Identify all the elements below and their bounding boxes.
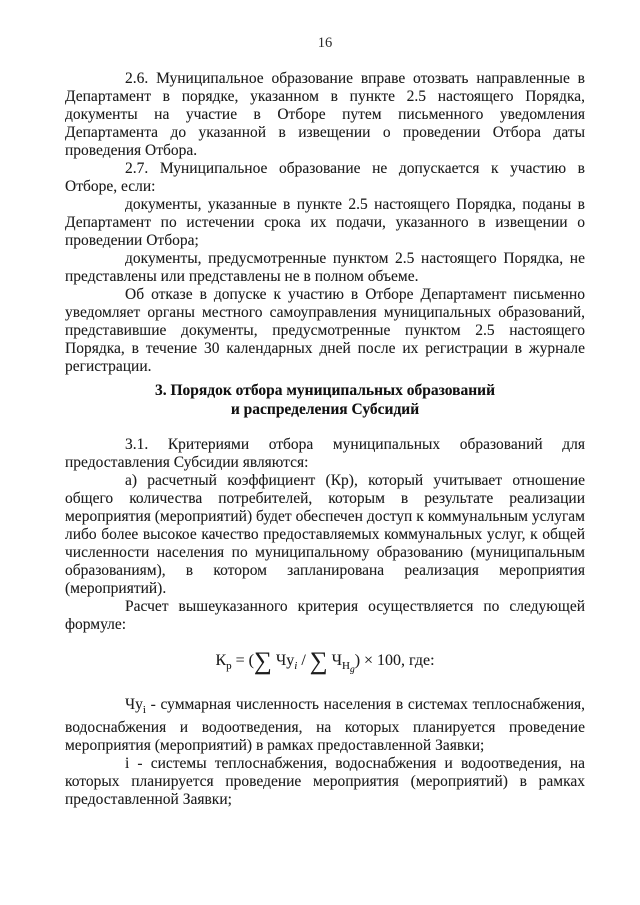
formula-equals-open: = ( xyxy=(231,652,255,669)
def-chu-symbol-sub: i xyxy=(142,704,146,717)
formula-term2-sub: Н xyxy=(342,660,350,673)
paragraph-refusal-notice: Об отказе в допуске к участию в Отборе Департамент письменно уведомляет органы местного самоуправления муниципальных образований, представившие документы, предусмотренные пунктом 2.5 настоящего Порядка, в течение 30 календарных дней после их регистрации в журнале регистрации. xyxy=(65,286,585,375)
formula-lhs-sub: р xyxy=(226,660,232,673)
formula-sum-icon-1: ∑ xyxy=(254,648,272,675)
formula-divide: / xyxy=(297,652,310,669)
formula-lhs: К xyxy=(215,652,227,669)
page-number: 16 xyxy=(317,35,333,51)
paragraph-2-7-docs-incomplete: документы, предусмотренные пунктом 2.5 настоящего Порядка, не представлены или представлены не в полном объеме. xyxy=(65,250,585,285)
formula-kp xyxy=(65,646,585,682)
paragraph-2-6: 2.6. Муниципальное образование вправе отозвать направленные в Департамент в порядке, указанном в пункте 2.5 настоящего Порядка, документы на участие в Отборе путем письменного уведомления Департамента до указанной в извещении о проведении Отбора даты проведения Отбора. xyxy=(65,70,585,159)
formula-close: ) × 100, где: xyxy=(354,652,435,669)
formula-term1: Чу xyxy=(271,652,295,669)
paragraph-2-7-docs-late: документы, указанные в пункте 2.5 настоящего Порядка, поданы в Департамент по истечении срока их подачи, указанного в извещении о проведении Отбора; xyxy=(65,196,585,249)
section-3-heading xyxy=(65,381,585,419)
paragraph-3-1-a: а) расчетный коэффициент (Кр), который учитывает отношение общего количества потребителей, которым в результате реализации мероприятия (мероприятий) будет обеспечен доступ к коммунальным услугам либо более высокое качество предоставляемых коммунальных услуг, к общей численности населения по муниципальному образованию (муниципальным образованиям), в котором запланирована реализация мероприятия (мероприятий). xyxy=(65,472,585,597)
def-chu-text: - суммарная численность населения в системах теплоснабжения, водоснабжения и водоотведения, на которых планируется проведение мероприятия (мероприятий) в рамках предоставленной Заявки; xyxy=(65,696,585,755)
paragraph-2-7: 2.7. Муниципальное образование не допускается к участию в Отборе, если: xyxy=(65,160,585,195)
formula-term2: Ч xyxy=(327,652,342,669)
formula-term1-sub: i xyxy=(294,660,298,673)
formula-term2-subsub: g xyxy=(349,665,355,676)
paragraph-formula-intro: Расчет вышеуказанного критерия осуществляется по следующей формуле: xyxy=(65,598,585,633)
section-3-heading-line1: 3. Порядок отбора муниципальных образований xyxy=(154,382,496,399)
paragraph-def-i: i - системы теплоснабжения, водоснабжения и водоотведения, на которых планируется проведение мероприятия (мероприятий) в рамках предоставленной Заявки; xyxy=(65,755,585,809)
def-chu-symbol: Чу xyxy=(125,696,143,714)
formula-sum-icon-2: ∑ xyxy=(309,648,328,675)
paragraph-3-1: 3.1. Критериями отбора муниципальных образований для предоставления Субсидии являются: xyxy=(65,436,585,471)
section-3-heading-line2: и распределения Субсидий xyxy=(230,401,420,418)
paragraph-def-chu xyxy=(65,696,585,755)
